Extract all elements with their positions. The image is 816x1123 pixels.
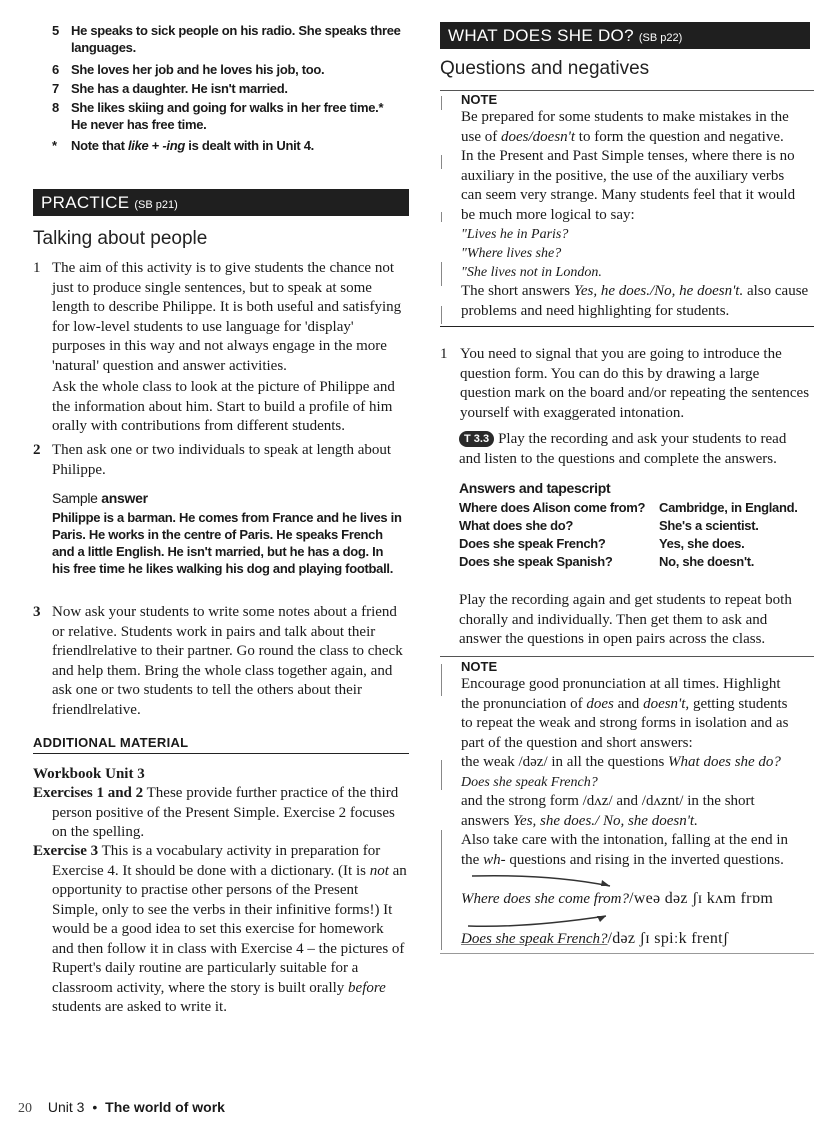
list-item-5: 5 He speaks to sick people on his radio. She speaks three languages.: [52, 23, 401, 55]
margin-mark: [441, 664, 442, 696]
footer-dot: •: [92, 1099, 98, 1115]
list-item-7: 7 She has a daughter. He isn't married.: [52, 81, 288, 96]
sample-answer-label: Sample answer: [52, 490, 148, 506]
workbook-exercises-1-2: Exercises 1 and 2 These provide further practice of the third person positive of the Present Simple. Exercise 2 focuses on the spelling.: [33, 785, 399, 840]
practice-section-bar: PRACTICE (SB p21): [33, 189, 409, 216]
workbook-exercise-3: Exercise 3 This is a vocabulary activity in preparation for Exercise 4. It should be done with a dictionary. (It is not an opportunity to practise other persons of the Present Simple, only to see the verbs in their infinitive forms!) It would be a good idea to set this exercise for homework and then follow it in class with Exercise 4 – the pictures of Rupert's daily routine are particularly suitable for a classroom activity, where the story is built orally before students are asked to write it.: [33, 843, 407, 1015]
questions-negatives-heading: Questions and negatives: [440, 58, 650, 79]
sample-answer: [52, 490, 402, 577]
list-item-note: * Note that like + -ing is dealt with in Unit 4.: [52, 138, 314, 153]
practice-step-1: 1 The aim of this activity is to give students the chance not just to produce single sentences, but to speak at some length to describe Philippe. It is both useful and satisfying for low-level students to use language for 'display' purposes in this way and not always engage in the more 'natural' question and answer activities. Ask the whole class to look at the picture of Philippe and the information about him. Start to build a profile of him orally with contributions from different students.: [33, 260, 402, 434]
note2-head: NOTE: [461, 659, 498, 674]
intonation-example-2: Does she speak French?/dəz ʃɪ spiːk frentʃ: [461, 930, 729, 947]
answer-row: Does she speak Spanish? No, she doesn't.: [459, 554, 755, 569]
note2-bottom-rule: [440, 953, 814, 954]
margin-mark: [441, 212, 442, 222]
note1-head: NOTE: [461, 92, 498, 107]
margin-mark: [441, 760, 442, 790]
note1-top-rule: [440, 90, 814, 91]
what-does-she-do-bar: WHAT DOES SHE DO? (SB p22): [440, 22, 810, 49]
note2-top-rule: [440, 656, 814, 657]
questions-step-1: 1 You need to signal that you are going to introduce the question form. You can do this by drawing a large question mark on the board and/or repeating the sentences yourself with exaggerated intonation.: [440, 346, 810, 421]
answer-row: Where does Alison come from? Cambridge, in England.: [459, 500, 798, 515]
margin-mark: [441, 155, 442, 169]
practice-step-3: 3 Now ask your students to write some notes about a friend or relative. Students work in pairs and talk about their friendlrelative to their partner. Go round the class to check and help them. Bring the whole class together again, and ask one or two students to tell the others about their friendlrelative.: [33, 604, 403, 718]
additional-material-title: ADDITIONAL MATERIAL: [33, 735, 189, 750]
page-footer: [18, 1099, 225, 1117]
list-item-8: 8 She likes skiing and going for walks in her free time.* He never has free time.: [52, 100, 384, 132]
note-box-2: NOTE Encourage good pronunciation at all times. Highlight the pronunciation of does and doesn't, getting students to repeat the weak and strong forms in isolation and as part of the question and short answers: the weak /dəz/ in all the questions What does she do? Does she speak French? and the strong form /dʌz/ and /dʌznt/ in the short answers Yes, she does./ No, she doesn't. Also take care with the intonation, falling at the end in the wh- questions and rising in the inverted questions.: [461, 659, 813, 870]
additional-material-rule: [33, 753, 409, 754]
margin-mark: [441, 306, 442, 324]
answers-table: [459, 499, 816, 579]
answer-row: What does she do? She's a scientist.: [459, 518, 759, 533]
page-number: 20: [18, 1101, 32, 1116]
intonation-example-1: Where does she come from?/weə dəz ʃɪ kʌm frɒm: [461, 890, 774, 907]
answer-row: Does she speak French? Yes, she does.: [459, 536, 745, 551]
note-box-1: NOTE Be prepared for some students to make mistakes in the use of does/doesn't to form the question and negative. In the Present and Past Simple tenses, where there is no auxiliary in the positive, the use of the auxiliary verbs can seem very strange. Many students feel that it would be much more logical to say: "Lives he in Paris? "Where lives she? "She lives not in London. The short answers Yes, he does./No, he doesn't. also cause problems and need highlighting for students.: [461, 92, 811, 321]
practice-heading: Talking about people: [33, 228, 208, 249]
play-again-paragraph: Play the recording again and get students to repeat both chorally and individually. Then get them to ask and answer the questions in open pairs across the class.: [459, 592, 792, 647]
workbook-title: Workbook Unit 3: [33, 766, 145, 782]
track-instruction: T 3.3 Play the recording and ask your students to read and listen to the questions and complete the answers.: [459, 431, 787, 467]
practice-step-2: 2 Then ask one or two individuals to speak at length about Philippe.: [33, 442, 392, 478]
answers-title: Answers and tapescript: [459, 480, 611, 496]
track-badge[interactable]: T 3.3: [459, 431, 494, 447]
sample-answer-text: Philippe is a barman. He comes from France and he lives in Paris. He works in the centre of Paris. He speaks French and a little English. He isn't married, but he has a dog. In his free time he likes walking his dog and playing football.: [52, 510, 402, 576]
margin-mark: [441, 830, 442, 950]
list-item-6: 6 She loves her job and he loves his job, too.: [52, 62, 325, 77]
margin-mark: [441, 96, 442, 110]
intonation-falling-arrow: [470, 868, 630, 890]
footer-unit: Unit 3: [47, 1099, 85, 1115]
margin-mark: [441, 262, 442, 286]
note1-bottom-rule: [440, 326, 814, 327]
footer-title: The world of work: [105, 1099, 225, 1115]
